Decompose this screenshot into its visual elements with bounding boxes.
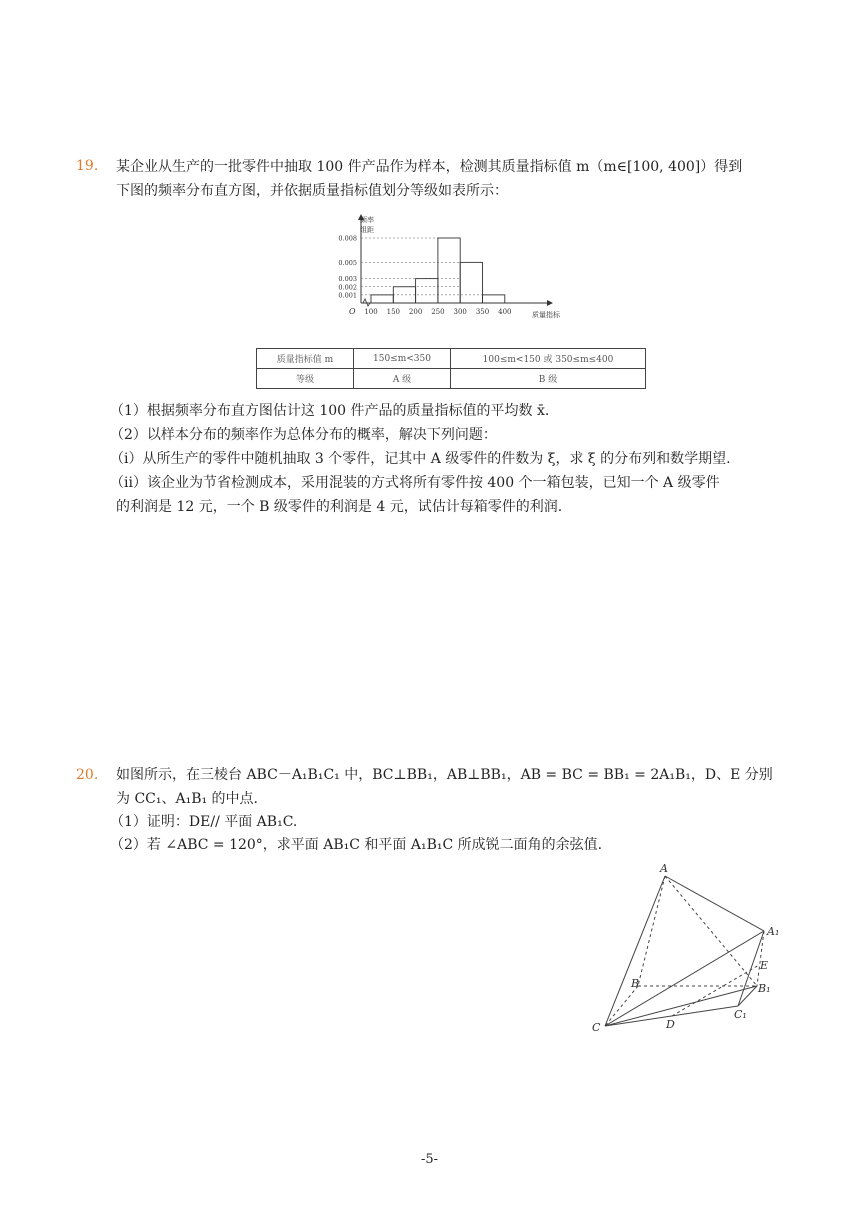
table-cell: 等级 [257,369,354,389]
y-axis-label-top: 频率 [360,216,374,224]
table-cell: B 级 [451,369,646,389]
question-19-part2-ii-line1: （ii）该企业为节省检测成本，采用混装的方式将所有零件按 400 个一箱包装，已知一个 A 级零件 [110,475,720,491]
question-19-part2-ii-line2: 的利润是 12 元，一个 B 级零件的利润是 4 元，试估计每箱零件的利润. [116,499,563,515]
question-19-part2: （2）以样本分布的频率作为总体分布的概率，解决下列问题： [110,427,497,443]
y-tick-label: 0.001 [338,291,357,300]
histogram-bar [438,238,460,303]
frustum-figure [580,858,800,1038]
y-tick-label: 0.008 [338,234,357,243]
question-20-stem-line2: 为 CC₁、A₁B₁ 的中点. [116,791,259,807]
y-tick-label: 0.005 [338,258,357,267]
table-cell: 100≤m<150 或 350≤m≤400 [451,349,646,369]
y-tick-label: 0.003 [338,275,357,284]
point-label-D: D [666,1018,675,1031]
x-tick-label: 200 [408,308,423,316]
question-19-part2-i: （i）从所生产的零件中随机抽取 3 个零件，记其中 A 级零件的件数为 ξ，求 ξ 的分布列和数学期望. [110,451,731,467]
edge-AC [605,876,665,1026]
table-cell: A 级 [354,369,451,389]
edge-AB1 [665,876,757,986]
vertex-label-B1: B₁ [758,982,771,995]
x-tick-label: 300 [453,308,467,316]
grade-table [256,348,646,389]
table-cell: 质量指标值 m [257,349,354,369]
vertex-label-A: A [660,862,668,875]
question-20-part1: （1）证明：DE// 平面 AB₁C. [110,814,298,830]
x-axis-arrow [547,300,553,306]
question-19-number: 19. [76,158,99,174]
question-20-number: 20. [76,767,99,783]
vertex-label-C1: C₁ [734,1008,747,1021]
x-tick-label: 100 [364,308,378,316]
origin-label: O [349,307,356,316]
table-cell: 150≤m<350 [354,349,451,369]
page-number: -5- [421,1152,439,1167]
question-19-part1: （1）根据频率分布直方图估计这 100 件产品的质量指标值的平均数 x̄. [110,403,550,419]
edge-AB [638,876,665,986]
x-tick-label: 350 [475,308,490,316]
x-tick-label: 400 [498,308,512,316]
question-19-stem-line2: 下图的频率分布直方图，并依据质量指标值划分等级如表所示： [116,183,508,199]
table-row [257,349,646,369]
y-tick-label: 0.002 [338,283,357,292]
question-20-stem-line1: 如图所示，在三棱台 ABC－A₁B₁C₁ 中，BC⊥BB₁，AB⊥BB₁，AB = BC = BB₁ = 2A₁B₁，D、E 分别 [116,767,773,783]
frequency-histogram [325,210,585,325]
vertex-label-C: C [592,1021,601,1034]
histogram-bar [460,262,482,303]
x-tick-label: 150 [386,308,400,316]
y-axis-label-bottom: 组距 [360,226,374,234]
table-row [257,369,646,389]
question-20-part2: （2）若 ∠ABC = 120°，求平面 AB₁C 和平面 A₁B₁C 所成锐二面角的余弦值. [110,837,603,853]
histogram-bar [416,279,438,303]
vertex-label-A1: A₁ [767,925,780,938]
histogram-bar [483,295,505,303]
edge-BC [605,986,638,1026]
question-19-stem-line1: 某企业从生产的一批零件中抽取 100 件产品作为样本，检测其质量指标值 m（m∈[100, 400]）得到 [116,159,743,175]
point-label-E: E [760,959,769,972]
histogram-bar [371,295,393,303]
x-axis-label: 质量指标 [532,311,560,319]
x-tick-label: 250 [431,308,445,316]
vertex-label-B: B [631,977,640,990]
edge-AA1 [665,876,764,931]
histogram-bar [393,287,415,303]
